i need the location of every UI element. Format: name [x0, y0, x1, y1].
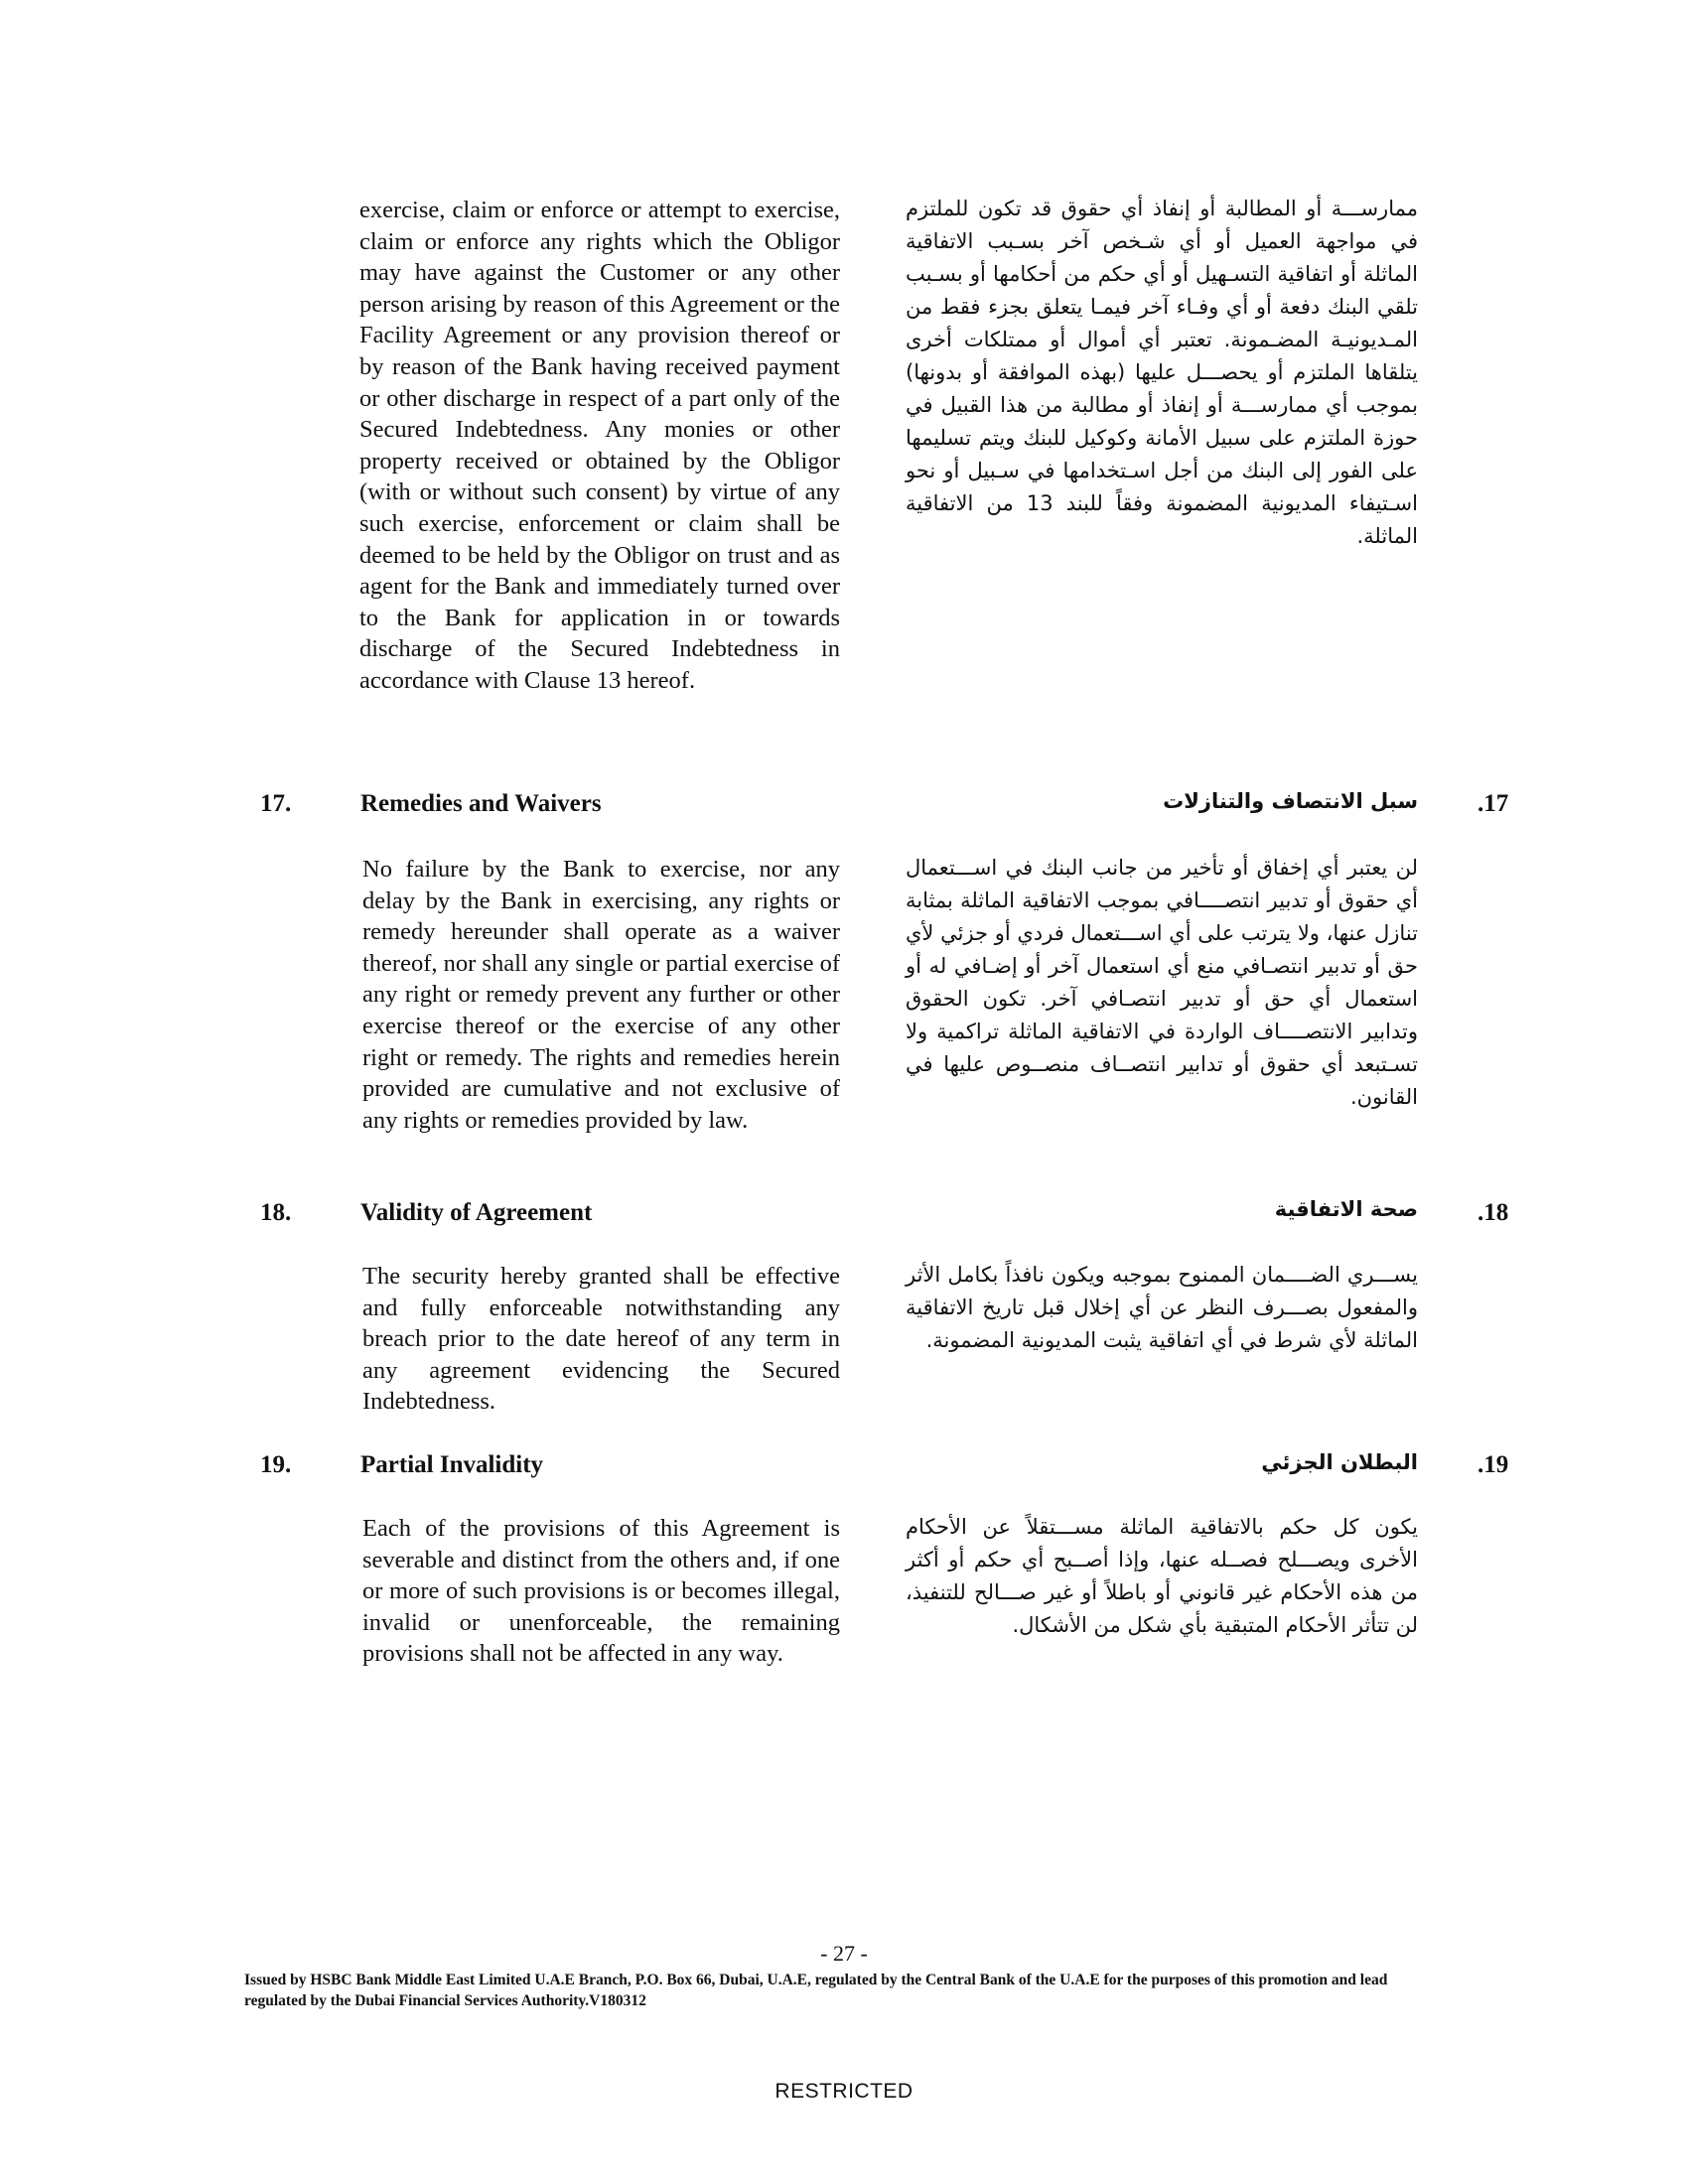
clause-18-heading-en: Validity of Agreement — [360, 1199, 593, 1226]
intro-paragraph-en: exercise, claim or enforce or attempt to exercise, claim or enforce any rights which the Obligor may have against the Customer or any other person arising by reason of this Agreement or the Facility Agreement or any provision thereof or by reason of the Bank having received payment or other discharge in respect of a part only of the Secured Indebtedness. Any monies or other property received or obtained by the Obligor (with or without such consent) by virtue of any such exercise, enforcement or claim shall be deemed to be held by the Obligor on trust and as agent for the Bank and immediately turned over to the Bank for application in or towards discharge of the Secured Indebtedness in accordance with Clause 13 hereof. — [359, 197, 840, 694]
clause-18-number: 18. — [260, 1199, 292, 1226]
clause-19-body-ar: يكون كل حكم بالاتفاقية الماثلة مســـتقلاً عن الأحكام الأخرى ويصـــلح فصــله عنها، وإذا أصــبح أي حكم أو أكثر من هذه الأحكام غير قانوني أو باطلاً أو غير صـــالح للتنفيذ، لن تتأثر الأحكام المتبقية بأي شكل من الأشكال. — [906, 1515, 1418, 1637]
clause-19-heading-en: Partial Invalidity — [360, 1451, 544, 1478]
footer-disclaimer: Issued by HSBC Bank Middle East Limited U.A.E Branch, P.O. Box 66, Dubai, U.A.E, regulated by the Central Bank of the U.A.E for the purposes of this promotion and lead regulated by the Dubai Financial Services Authority.V180312 — [244, 1972, 1388, 2009]
clause-19-body-en: Each of the provisions of this Agreement is severable and distinct from the others and, if one or more of such provisions is or becomes illegal, invalid or unenforceable, the remaining provisions shall not be affected in any way. — [362, 1515, 840, 1668]
clause-19-number-ar: .19 — [1477, 1451, 1509, 1478]
clause-17-heading-ar: سبل الانتصاف والتنازلات — [1163, 789, 1418, 813]
clause-17-body-ar: لن يعتبر أي إخفاق أو تأخير من جانب البنك في اســـتعمال أي حقوق أو تدبير انتصــــافي بموجب الاتفاقية الماثلة بمثابة تنازل عنها، ولا يترتب على أي اســـتعمال فردي أو جزئي لأي حق أو تدبير انتصـافي منع أي استعمال آخر أو إضـافي له أو استعمال أي حق أو تدبير انتصـافي آخر. تكون الحقوق وتدابير الانتصــــاف الواردة في الاتفاقية الماثلة تراكمية ولا تسـتبعد أي حقوق أو تدابير انتصــاف منصــوص عليها في القانون. — [906, 856, 1418, 1109]
intro-paragraph-ar: ممارســـة أو المطالبة أو إنفاذ أي حقوق قد تكون للملتزم في مواجهة العميل أو أي شـخص آخر بسـبب الاتفاقية الماثلة أو اتفاقية التسـهيل أو أي حكم من أحكامها أو بسـبب تلقي البنك دفعة أو أي وفـاء آخر فيمـا يتعلق بجزء فقط من المـديونيـة المضـمونة. تعتبر أي أموال أو ممتلكات أخرى يتلقاها الملتزم أو يحصـــل عليها (بهذه الموافقة أو بدونها) بموجب أي ممارســـة أو إنفاذ أو مطالبة من هذا القبيل في حوزة الملتزم على سبيل الأمانة وكوكيل للبنك ويتم تسليمها على الفور إلى البنك من أجل اسـتخدامها في سـبيل أو نحو اسـتيفاء المديونية المضمونة وفقاً للبند 13 من الاتفاقية الماثلة. — [906, 197, 1418, 548]
clause-17-number-ar: .17 — [1477, 790, 1509, 817]
classification-label: RESTRICTED — [774, 2080, 914, 2103]
clause-17-heading-en: Remedies and Waivers — [360, 790, 602, 817]
clause-18-body-ar: يســـري الضــــمان الممنوح بموجبه ويكون نافذاً بكامل الأثر والمفعول بصـــرف النظر عن أي إخلال قبل تاريخ الاتفاقية الماثلة لأي شرط في أي اتفاقية يثبت المديونية المضمونة. — [906, 1263, 1418, 1352]
clause-18-number-ar: .18 — [1477, 1199, 1509, 1226]
clause-18-heading-ar: صحة الاتفاقية — [1274, 1197, 1418, 1221]
clause-19-number: 19. — [260, 1451, 292, 1478]
clause-17-number: 17. — [260, 790, 292, 817]
clause-17-body-en: No failure by the Bank to exercise, nor any delay by the Bank in exercising, any rights or remedy hereunder shall operate as a waiver thereof, nor shall any single or partial exercise of any right or remedy prevent any further or other exercise thereof or the exercise of any other right or remedy. The rights and remedies herein provided are cumulative and not exclusive of any rights or remedies provided by law. — [362, 856, 840, 1134]
page-number: - 27 - — [820, 1941, 868, 1966]
clause-19-heading-ar: البطلان الجزئي — [1261, 1450, 1418, 1474]
clause-18-body-en: The security hereby granted shall be effective and fully enforceable notwithstanding any breach prior to the date hereof of any term in any agreement evidencing the Secured Indebtedness. — [362, 1263, 840, 1416]
